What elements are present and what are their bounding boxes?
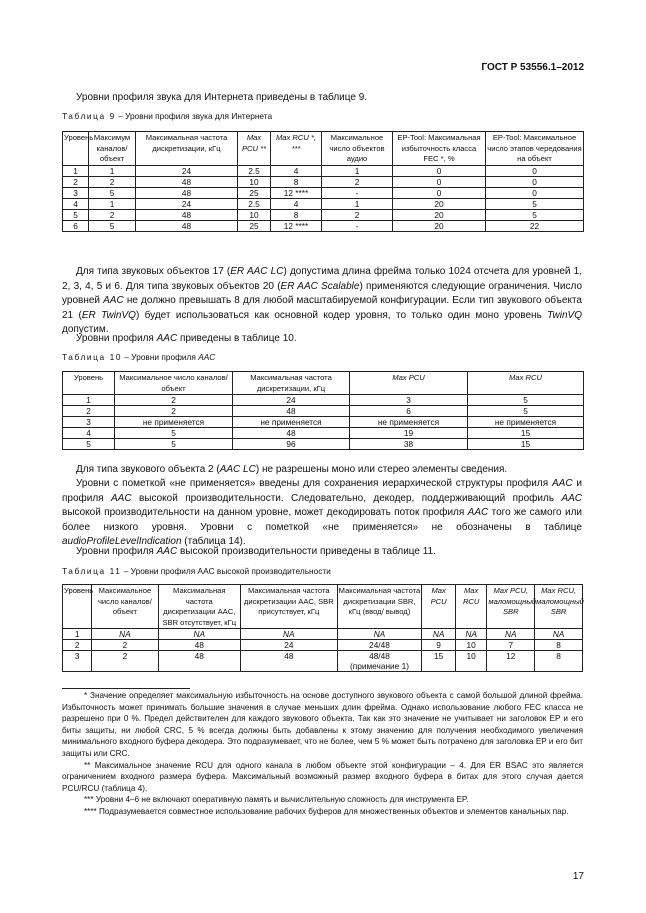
- text: высокой производительности приведены в таблице 11.: [177, 546, 436, 557]
- cell: 8: [535, 651, 583, 672]
- cell-value: 48/48: [369, 651, 390, 662]
- cell: 2: [89, 209, 136, 220]
- cell: 2: [115, 406, 233, 417]
- cell: NA: [337, 629, 422, 640]
- cell: 0: [486, 165, 584, 176]
- text: AAC: [156, 546, 178, 557]
- paragraph-aac-lc: [62, 463, 582, 478]
- cell: 5: [468, 406, 584, 417]
- table-9-caption-text: – Уровни профиля звука для Интернета: [115, 111, 273, 121]
- cell: NA: [92, 629, 158, 640]
- text: высокой производительности на данном уровне, может декодировать поток профиля: [62, 507, 468, 519]
- table-10-caption-text: – Уровни профиля: [122, 352, 199, 362]
- footnote-separator: [62, 688, 190, 689]
- text: Для типа звукового объекта 2 (: [76, 464, 220, 475]
- cell: 22: [486, 220, 584, 231]
- cell: 48: [136, 209, 238, 220]
- cell: 1: [63, 165, 89, 176]
- text: AAC: [111, 492, 132, 504]
- cell: NA: [535, 629, 583, 640]
- cell: NA: [158, 629, 241, 640]
- cell: 25: [238, 220, 271, 231]
- cell: 24: [136, 198, 238, 209]
- text: AAC: [467, 507, 489, 519]
- cell: 10: [238, 176, 271, 187]
- text: AAC: [551, 478, 573, 489]
- cell: 20: [393, 209, 486, 220]
- cell: 8: [271, 209, 322, 220]
- t9-h-channels: Максимум каналов/ объект: [89, 132, 136, 166]
- table-9-caption-label: Таблица 9: [62, 111, 116, 121]
- cell: 24/48: [337, 640, 422, 651]
- cell: 25: [238, 187, 271, 198]
- cell: не применяется: [468, 417, 584, 428]
- table-row: [63, 165, 584, 176]
- cell: не применяется: [115, 417, 233, 428]
- cell: 4: [63, 428, 115, 439]
- cell: 5: [115, 439, 233, 450]
- text: ) допустима длина фрейма только 1024 отсчета для уровней 1, 2, 3, 4, 5 и 6. Для типа звуковых объектов 20 (: [62, 266, 583, 292]
- document-header: ГОСТ Р 53556.1–2012: [481, 62, 584, 73]
- text: ER AAC Scalable: [280, 280, 360, 292]
- cell: NA: [455, 629, 486, 640]
- cell: 8: [535, 640, 583, 651]
- table-11-caption: [62, 566, 331, 576]
- cell: 20: [393, 198, 486, 209]
- footnote-4: **** Подразумевается совместное использование рабочих буферов для множественных объектов и элементов канальных пар.: [84, 806, 569, 816]
- cell: 4: [271, 198, 322, 209]
- text: ) применяются следующие ограничения. Число уровней: [62, 280, 583, 307]
- cell: 1: [322, 165, 393, 176]
- cell: 9: [422, 640, 456, 651]
- cell: 3: [350, 395, 468, 406]
- cell: 7: [487, 640, 535, 651]
- cell-note: (примечание 1): [349, 661, 409, 672]
- table-row: [63, 209, 584, 220]
- t10-h-rcu: Max RCU: [468, 372, 584, 395]
- t11-h-freq-sbr: Максимальная частота дискретизации AAC, SBR присутствует, кГц: [241, 585, 338, 629]
- table-11-caption-text: – Уровни профиля AAC высокой производительности: [121, 566, 331, 576]
- text: приведены в таблице 10.: [177, 333, 297, 344]
- cell: 3: [63, 417, 115, 428]
- table-11-header-row: [63, 585, 583, 629]
- cell: 15: [468, 439, 584, 450]
- table-9-header-row: [63, 132, 584, 166]
- table-10-header-row: [63, 372, 584, 395]
- table-9-caption: [62, 111, 272, 121]
- cell: 2: [63, 406, 115, 417]
- table-row: [63, 187, 584, 198]
- footnote-1: * Значение определяет максимальную избыточность на основе доступного звукового объекта с самой большой длиной фрейма. Избыточность может принимать большие значения в случае меньших длин фрейма. Однако использование любого FEC класса не разрешено при 0 %. Предел действителен для каждого звукового объекта. Так как это значение не учитывает ни заголовок EP и его биты защиты, ни любой CRC, 5 % всегда должны быть добавлены к этому значению для получения необходимого увеличения минимального входного буфера декодера. Это подразумевает, что не более, чем 5 % может быть потрачено для заголовка EP и его бит защиты или CRC.: [62, 691, 583, 758]
- cell: 4: [63, 198, 89, 209]
- page-number: 17: [572, 871, 584, 882]
- t11-h-channels: Максимальное число каналов/ объект: [92, 585, 158, 629]
- t10-h-channels: Максимальное число каналов/ объект: [115, 372, 233, 395]
- cell: 24: [233, 395, 350, 406]
- cell: 2: [322, 176, 393, 187]
- cell: 3: [63, 187, 89, 198]
- cell: 48: [136, 187, 238, 198]
- text: audioProfileLevelIndication: [62, 536, 182, 548]
- cell: 5: [89, 220, 136, 231]
- text: Уровни профиля: [76, 546, 157, 557]
- t11-h-rcu: Max RCU: [455, 585, 486, 629]
- table-row: [63, 439, 584, 450]
- cell: 2: [322, 209, 393, 220]
- table-row: [63, 640, 583, 651]
- footnote-3: *** Уровни 4–6 не включают оперативную память и вычислительную сложность для инструмента EP.: [84, 795, 469, 805]
- cell: 2: [115, 395, 233, 406]
- cell: -: [322, 187, 393, 198]
- t9-h-freq: Максимальная частота дискретизации, кГц: [136, 132, 238, 166]
- cell: 96: [233, 439, 350, 450]
- cell: 10: [455, 651, 486, 672]
- cell: NA: [422, 629, 456, 640]
- table-row: [63, 651, 583, 672]
- cell: 5: [63, 209, 89, 220]
- t9-h-pcu: Max PCU **: [238, 132, 271, 166]
- cell: 1: [89, 165, 136, 176]
- table-row: [63, 417, 584, 428]
- footnotes: [62, 690, 583, 818]
- cell: 48: [136, 220, 238, 231]
- cell: 5: [468, 395, 584, 406]
- cell: 24: [136, 165, 238, 176]
- cell: 10: [455, 640, 486, 651]
- t11-h-rcu-lp: Max RCU, маломощный SBR: [535, 585, 583, 629]
- text: ) будет использоваться как основной кодер уровня, то только один моно уровень: [135, 309, 548, 321]
- table-row: [63, 406, 584, 417]
- cell: 0: [393, 165, 486, 176]
- cell: 10: [238, 209, 271, 220]
- cell: 2: [63, 640, 92, 651]
- paragraph-not-applicable: [62, 477, 582, 550]
- cell: не применяется: [233, 417, 350, 428]
- text: (таблица 14).: [181, 536, 246, 548]
- table-row: [63, 176, 584, 187]
- t11-h-pcu: Max PCU: [422, 585, 456, 629]
- text: допустим.: [62, 324, 109, 336]
- text: TwinVQ: [547, 309, 582, 321]
- cell: 0: [393, 176, 486, 187]
- cell: 2: [92, 651, 158, 672]
- cell: 15: [468, 428, 584, 439]
- paragraph-intro-t11: [62, 545, 582, 560]
- table-row: [63, 629, 583, 640]
- table-row: [63, 395, 584, 406]
- paragraph-er-aac: [62, 265, 582, 338]
- cell: 5: [486, 209, 584, 220]
- cell: 5: [63, 439, 115, 450]
- cell: 48: [233, 428, 350, 439]
- table-11: [62, 584, 583, 672]
- cell: 12: [487, 651, 535, 672]
- cell: 1: [89, 198, 136, 209]
- text: Для типа звуковых объектов 17 (: [76, 266, 231, 277]
- cell: 24: [241, 640, 338, 651]
- text: ER AAC LC: [230, 266, 284, 277]
- t9-h-interleave: EP-Tool: Максимальное число этапов чередования на объект: [486, 132, 584, 166]
- cell: 12 ****: [271, 187, 322, 198]
- t11-h-level: Уровень: [63, 585, 92, 629]
- cell: 5: [89, 187, 136, 198]
- cell: 2: [89, 176, 136, 187]
- cell: 48: [158, 640, 241, 651]
- text: высокой производительности. Следовательно, декодер, поддерживающий профиль: [131, 492, 562, 504]
- cell: NA: [487, 629, 535, 640]
- cell: 2: [92, 640, 158, 651]
- t11-h-freq-no-sbr: Максимальная частота дискретизации AAC, SBR отсутствует, кГц: [158, 585, 241, 629]
- text: AAC: [561, 492, 582, 504]
- cell: 0: [486, 187, 584, 198]
- cell: 48: [158, 651, 241, 672]
- cell: 15: [422, 651, 456, 672]
- paragraph-intro-t10: [62, 332, 582, 347]
- table-10-caption-italic: AAC: [198, 352, 216, 362]
- cell: 20: [393, 220, 486, 231]
- text: ER TwinVQ: [81, 309, 136, 321]
- cell: 6: [63, 220, 89, 231]
- text: и профиля: [62, 478, 582, 504]
- footnote-2: ** Максимальное значение RCU для одного канала в любом объекте этой конфигурации – 4. Для ER BSAC это является ограничением входного размера буфера. Максимальный возможный размер входного буфера в битах для этого случая дается PCU/RCU (таблица 4).: [62, 760, 583, 793]
- cell: 0: [486, 176, 584, 187]
- t9-h-objects: Максимальное число объектов аудио: [322, 132, 393, 166]
- t9-h-rcu: Max RCU *, ***: [271, 132, 322, 166]
- table-10-caption-label: Таблица 10: [62, 352, 123, 362]
- t10-h-level: Уровень: [63, 372, 115, 395]
- text: не должно превышать 8 для любой масштабируемой конфигурации. Если тип звукового объекта 21 (: [62, 295, 582, 321]
- cell: 8: [271, 176, 322, 187]
- cell: 2: [63, 176, 89, 187]
- cell: 48: [136, 176, 238, 187]
- cell: 19: [350, 428, 468, 439]
- text: ) не разрешены моно или стерео элементы сведения.: [255, 464, 508, 475]
- cell-with-note: [337, 651, 422, 672]
- cell: 6: [350, 406, 468, 417]
- t10-h-freq: Максимальная частота дискретизации, кГц: [233, 372, 350, 395]
- cell: 12 ****: [271, 220, 322, 231]
- cell: 38: [350, 439, 468, 450]
- cell: 3: [63, 651, 92, 672]
- text: Уровни профиля: [76, 333, 157, 344]
- cell: -: [322, 220, 393, 231]
- t11-h-freq-sbr-io: Максимальная частота дискретизации SBR, кГц (ввод/ вывод): [337, 585, 422, 629]
- cell: 1: [63, 395, 115, 406]
- cell: не применяется: [350, 417, 468, 428]
- paragraph-intro-t9: Уровни профиля звука для Интернета приведены в таблице 9.: [76, 92, 368, 103]
- t10-h-pcu: Max PCU: [350, 372, 468, 395]
- text: AAC: [103, 295, 124, 307]
- t9-h-level: Уровень: [63, 132, 89, 166]
- text: Уровни с пометкой «не применяется» введены для сохранения иерархической структуры профиля: [76, 478, 552, 489]
- table-10-caption: [62, 352, 215, 362]
- table-11-caption-label: Таблица 11: [62, 566, 122, 576]
- cell: 2.5: [238, 198, 271, 209]
- table-9: [62, 131, 584, 232]
- cell: 48: [241, 651, 338, 672]
- text: AAC: [156, 333, 178, 344]
- cell: 4: [271, 165, 322, 176]
- cell: 0: [393, 187, 486, 198]
- cell: 5: [486, 198, 584, 209]
- cell: 1: [322, 198, 393, 209]
- cell: NA: [241, 629, 338, 640]
- cell: 5: [115, 428, 233, 439]
- cell: 48: [233, 406, 350, 417]
- table-row: [63, 428, 584, 439]
- t11-h-pcu-lp: Max PCU, маломощный SBR: [487, 585, 535, 629]
- table-row: [63, 220, 584, 231]
- cell: 2.5: [238, 165, 271, 176]
- t9-h-fec: EP-Tool: Максимальная избыточность класса FEC *, %: [393, 132, 486, 166]
- table-10: [62, 371, 584, 450]
- cell: 1: [63, 629, 92, 640]
- table-row: [63, 198, 584, 209]
- text: того же самого или более низкого уровня. Уровни с пометкой «не применяется» не обозначены в таблице: [62, 507, 582, 533]
- text: AAC LC: [219, 464, 256, 475]
